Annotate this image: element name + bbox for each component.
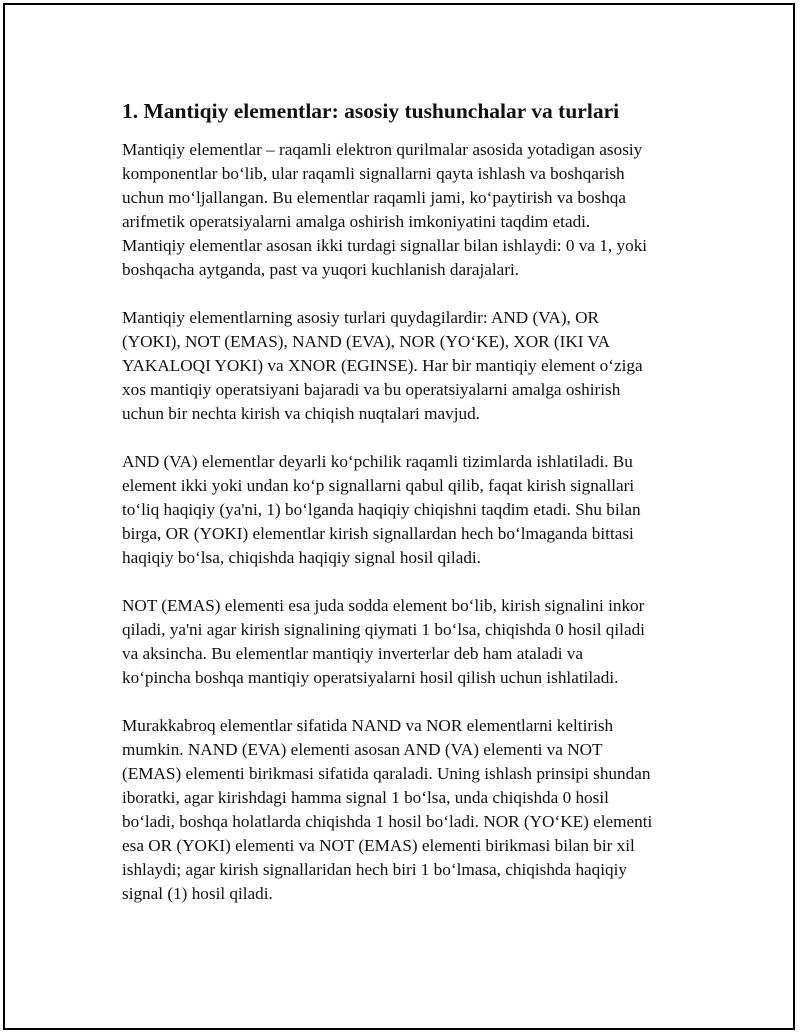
- text-line: boshqacha aytganda, past va yuqori kuchlanish darajalari.: [122, 260, 520, 279]
- text-line: va aksincha. Bu elementlar mantiqiy inverterlar deb ham ataladi va: [122, 644, 584, 663]
- text-line: ko‘pincha boshqa mantiqiy operatsiyalarni hosil qilish uchun ishlatiladi.: [122, 668, 619, 687]
- text-line: komponentlar bo‘lib, ular raqamli signallarni qayta ishlash va boshqarish: [122, 164, 625, 183]
- text-line: iboratki, agar kirishdagi hamma signal 1 bo‘lsa, unda chiqishda 0 hosil: [122, 788, 609, 807]
- paragraph-not: [122, 594, 692, 690]
- text-line: arifmetik operatsiyalarni amalga oshirish imkoniyatini taqdim etadi.: [122, 212, 591, 231]
- text-line: bo‘ladi, boshqa holatlarda chiqishda 1 hosil bo‘ladi. NOR (YO‘KE) elementi: [122, 812, 653, 831]
- text-line: uchun bir nechta kirish va chiqish nuqtalari mavjud.: [122, 404, 480, 423]
- text-line: Mantiqiy elementlar – raqamli elektron qurilmalar asosida yotadigan asosiy: [122, 140, 643, 159]
- page-frame: [3, 3, 795, 1030]
- document-body: [122, 98, 692, 930]
- paragraph-nand-nor: [122, 714, 692, 906]
- text-line: mumkin. NAND (EVA) elementi asosan AND (VA) elementi va NOT: [122, 740, 603, 759]
- text-line: Mantiqiy elementlarning asosiy turlari quydagilardir: AND (VA), OR: [122, 308, 600, 327]
- text-line: to‘liq haqiqiy (ya'ni, 1) bo‘lganda haqiqiy chiqishni taqdim etadi. Shu bilan: [122, 500, 641, 519]
- section-heading: 1. Mantiqiy elementlar: asosiy tushunchalar va turlari: [122, 99, 620, 123]
- paragraph-and-or: [122, 450, 692, 570]
- text-line: uchun mo‘ljallangan. Bu elementlar raqamli jami, ko‘paytirish va boshqa: [122, 188, 627, 207]
- text-line: (YOKI), NOT (EMAS), NAND (EVA), NOR (YO‘KE), XOR (IKI VA: [122, 332, 611, 351]
- text-line: esa OR (YOKI) elementi va NOT (EMAS) elementi birikmasi bilan bir xil: [122, 836, 635, 855]
- text-line: Mantiqiy elementlar asosan ikki turdagi signallar bilan ishlaydi: 0 va 1, yoki: [122, 236, 648, 255]
- text-line: NOT (EMAS) elementi esa juda sodda element bo‘lib, kirish signalini inkor: [122, 596, 645, 615]
- text-line: signal (1) hosil qiladi.: [122, 884, 273, 903]
- paragraph-types: [122, 306, 692, 426]
- text-line: xos mantiqiy operatsiyani bajaradi va bu operatsiyalarni amalga oshirish: [122, 380, 621, 399]
- text-line: qiladi, ya'ni agar kirish signalining qiymati 1 bo‘lsa, chiqishda 0 hosil qiladi: [122, 620, 645, 639]
- text-line: (EMAS) elementi birikmasi sifatida qaraladi. Uning ishlash prinsipi shundan: [122, 764, 651, 783]
- paragraph-intro: [122, 138, 692, 282]
- text-line: ishlaydi; agar kirish signallaridan hech biri 1 bo‘lmasa, chiqishda haqiqiy: [122, 860, 628, 879]
- text-line: Murakkabroq elementlar sifatida NAND va NOR elementlarni keltirish: [122, 716, 614, 735]
- text-line: element ikki yoki undan ko‘p signallarni qabul qilib, faqat kirish signallari: [122, 476, 635, 495]
- text-line: AND (VA) elementlar deyarli ko‘pchilik raqamli tizimlarda ishlatiladi. Bu: [122, 452, 633, 471]
- text-line: haqiqiy bo‘lsa, chiqishda haqiqiy signal hosil qiladi.: [122, 548, 481, 567]
- text-line: YAKALOQI YOKI) va XNOR (EGINSE). Har bir mantiqiy element o‘ziga: [122, 356, 643, 375]
- text-line: birga, OR (YOKI) elementlar kirish signallardan hech bo‘lmaganda bittasi: [122, 524, 634, 543]
